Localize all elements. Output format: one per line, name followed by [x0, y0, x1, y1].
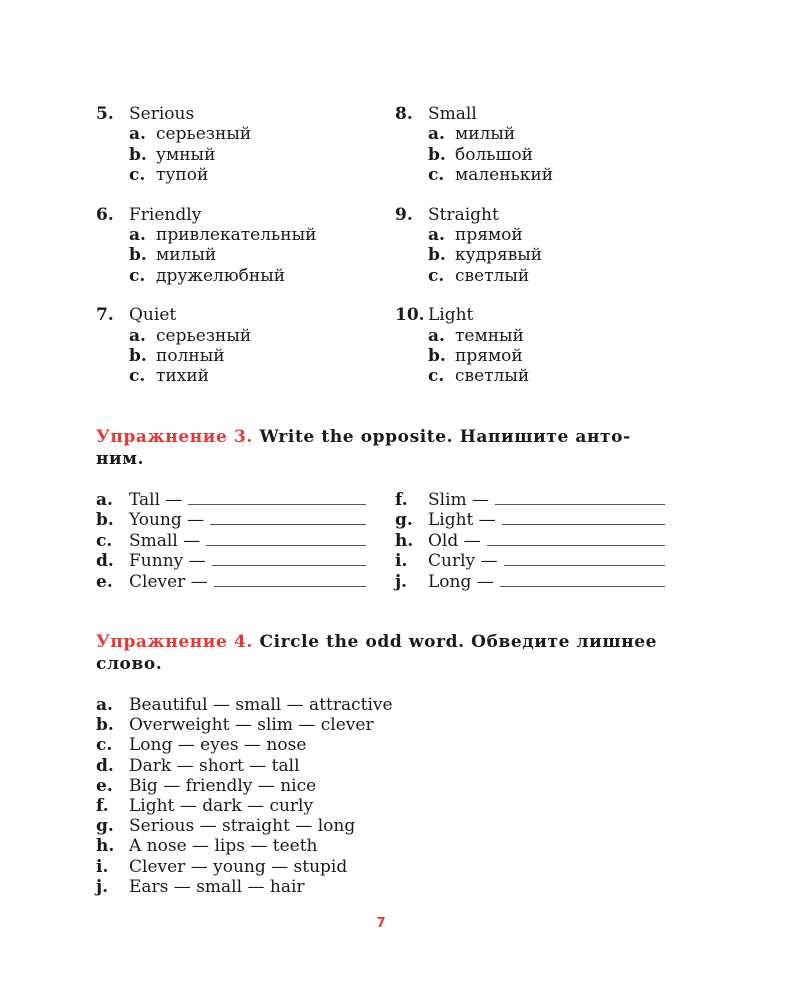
option-letter: b. — [428, 346, 446, 367]
answer-option[interactable] — [428, 346, 666, 366]
answer-option[interactable] — [129, 366, 395, 386]
option-letter: a. — [428, 225, 445, 246]
item-letter: i. — [96, 856, 109, 877]
exercise-4-instruction-line2: слово. — [96, 653, 163, 674]
answer-option[interactable] — [129, 245, 395, 265]
answer-blank[interactable] — [214, 572, 366, 587]
answer-option[interactable] — [129, 346, 395, 366]
antonym-row — [96, 572, 366, 592]
item-word: Curly — — [428, 551, 498, 572]
answer-option[interactable] — [428, 366, 666, 386]
exercise-4-list — [96, 695, 666, 897]
item-letter: b. — [96, 715, 114, 736]
item-word: Funny — — [129, 551, 206, 572]
question-block — [395, 305, 666, 387]
answer-blank[interactable] — [206, 531, 366, 546]
question-number: 10. — [395, 305, 425, 326]
option-text: дружелюбный — [156, 265, 286, 286]
odd-word-item — [96, 735, 666, 755]
page-number: 7 — [376, 916, 386, 931]
antonym-row — [96, 531, 366, 551]
option-letter: c. — [428, 265, 445, 286]
odd-word-item — [96, 695, 666, 715]
antonym-row — [395, 531, 665, 551]
answer-option[interactable] — [428, 245, 666, 265]
question-block — [395, 104, 666, 186]
odd-word-item — [96, 816, 666, 836]
answer-option[interactable] — [129, 266, 395, 286]
question-block — [96, 104, 395, 186]
answer-blank[interactable] — [502, 510, 665, 525]
option-text: тупой — [156, 165, 209, 186]
question-word: Friendly — [129, 204, 202, 225]
exercise-2-questions — [96, 104, 666, 387]
question-word: Serious — [129, 104, 195, 124]
question-number: 7. — [96, 305, 114, 326]
item-letter: e. — [96, 571, 113, 592]
option-text: полный — [156, 346, 225, 367]
antonym-row — [96, 510, 366, 530]
antonym-row — [96, 551, 366, 571]
answer-option[interactable] — [129, 165, 395, 185]
option-letter: c. — [129, 366, 146, 387]
answer-blank[interactable] — [500, 572, 665, 587]
item-word: Tall — — [129, 489, 183, 510]
item-words[interactable]: A nose — lips — teeth — [129, 836, 318, 857]
exercise-3-instruction-line1: Write the opposite. Напишите анто- — [259, 426, 631, 447]
answer-option[interactable] — [428, 225, 666, 245]
item-letter: g. — [395, 510, 413, 531]
item-letter: a. — [96, 694, 113, 715]
option-text: кудрявый — [455, 245, 543, 266]
option-text: серьезный — [156, 124, 252, 145]
question-number: 6. — [96, 204, 114, 225]
item-words[interactable]: Dark — short — tall — [129, 755, 300, 776]
antonym-row — [395, 551, 665, 571]
option-text: светлый — [455, 366, 530, 387]
item-letter: g. — [96, 816, 114, 837]
exercise-4-heading — [96, 631, 666, 675]
item-words[interactable]: Beautiful — small — attractive — [129, 694, 393, 715]
option-text: милый — [455, 124, 516, 145]
answer-option[interactable] — [129, 124, 395, 144]
answer-option[interactable] — [129, 326, 395, 346]
answer-option[interactable] — [428, 326, 666, 346]
answer-blank[interactable] — [212, 551, 366, 566]
option-letter: a. — [129, 124, 146, 145]
item-word: Small — — [129, 530, 201, 551]
item-letter: d. — [96, 551, 114, 572]
option-letter: c. — [428, 366, 445, 387]
item-words[interactable]: Light — dark — curly — [129, 795, 314, 816]
item-word: Young — — [129, 510, 205, 531]
antonym-row — [96, 490, 366, 510]
odd-word-item — [96, 836, 666, 856]
item-words[interactable]: Clever — young — stupid — [129, 856, 348, 877]
option-text: большой — [455, 144, 533, 165]
option-letter: c. — [129, 265, 146, 286]
option-letter: b. — [428, 144, 446, 165]
answer-blank[interactable] — [210, 510, 366, 525]
item-words[interactable]: Overweight — slim — clever — [129, 715, 374, 736]
answer-option[interactable] — [428, 145, 666, 165]
odd-word-item — [96, 796, 666, 816]
item-letter: f. — [395, 489, 408, 510]
answer-option[interactable] — [129, 225, 395, 245]
item-letter: c. — [96, 530, 113, 551]
option-letter: a. — [428, 325, 445, 346]
item-words[interactable]: Long — eyes — nose — [129, 735, 307, 756]
antonym-row — [395, 572, 665, 592]
answer-option[interactable] — [129, 145, 395, 165]
item-letter: b. — [96, 510, 114, 531]
answer-option[interactable] — [428, 266, 666, 286]
exercise-3-answers — [96, 490, 666, 592]
item-letter: d. — [96, 755, 114, 776]
exercise-3-left-column — [96, 490, 395, 592]
option-text: милый — [156, 245, 217, 266]
option-letter: b. — [129, 144, 147, 165]
item-word: Old — — [428, 530, 481, 551]
item-word: Slim — — [428, 489, 490, 510]
item-letter: f. — [96, 795, 109, 816]
option-text: прямой — [455, 225, 523, 246]
antonym-row — [395, 510, 665, 530]
exercise-4-instruction-line1: Circle the odd word. Обведите лишнее — [259, 631, 658, 652]
option-letter: a. — [129, 225, 146, 246]
odd-word-item — [96, 756, 666, 776]
option-letter: a. — [428, 124, 445, 145]
question-word: Small — [428, 104, 477, 124]
question-word: Quiet — [129, 305, 177, 326]
question-number: 5. — [96, 104, 114, 124]
item-word: Clever — — [129, 571, 208, 592]
page-content — [96, 104, 666, 897]
option-text: темный — [455, 325, 524, 346]
question-number: 9. — [395, 204, 413, 225]
option-text: маленький — [455, 165, 554, 186]
question-number: 8. — [395, 104, 413, 124]
question-word: Straight — [428, 204, 499, 225]
answer-blank[interactable] — [487, 531, 665, 546]
odd-word-item — [96, 877, 666, 897]
option-text: прямой — [455, 346, 523, 367]
odd-word-item — [96, 776, 666, 796]
option-letter: b. — [428, 245, 446, 266]
answer-option[interactable] — [428, 165, 666, 185]
item-word: Long — — [428, 571, 494, 592]
item-word: Light — — [428, 510, 496, 531]
answer-blank[interactable] — [188, 490, 366, 505]
question-block — [395, 205, 666, 287]
item-letter: c. — [96, 735, 113, 756]
exercise-3-right-column — [395, 490, 666, 592]
option-letter: c. — [129, 165, 146, 186]
item-letter: j. — [395, 571, 408, 592]
exercise-4-label: Упражнение 4. — [96, 631, 253, 652]
item-words[interactable]: Ears — small — hair — [129, 876, 305, 897]
option-letter: b. — [129, 245, 147, 266]
option-letter: b. — [129, 346, 147, 367]
item-letter: j. — [96, 876, 109, 897]
question-word: Light — [428, 305, 474, 326]
item-letter: h. — [395, 530, 414, 551]
item-letter: e. — [96, 775, 113, 796]
answer-option[interactable] — [428, 124, 666, 144]
antonym-row — [395, 490, 665, 510]
item-letter: i. — [395, 551, 408, 572]
option-letter: c. — [428, 165, 445, 186]
question-block — [96, 205, 395, 287]
option-letter: a. — [129, 325, 146, 346]
item-words[interactable]: Big — friendly — nice — [129, 775, 317, 796]
item-words[interactable]: Serious — straight — long — [129, 816, 356, 837]
option-text: серьезный — [156, 325, 252, 346]
option-text: тихий — [156, 366, 209, 387]
odd-word-item — [96, 715, 666, 735]
option-text: привлекательный — [156, 225, 317, 246]
exercise-3-heading — [96, 426, 666, 470]
answer-blank[interactable] — [504, 551, 665, 566]
option-text: светлый — [455, 265, 530, 286]
exercise-3-instruction-line2: ним. — [96, 448, 145, 469]
odd-word-item — [96, 857, 666, 877]
item-letter: h. — [96, 836, 115, 857]
exercise-3-label: Упражнение 3. — [96, 426, 253, 447]
answer-blank[interactable] — [495, 490, 665, 505]
item-letter: a. — [96, 489, 113, 510]
question-block — [96, 305, 395, 387]
option-text: умный — [156, 144, 216, 165]
